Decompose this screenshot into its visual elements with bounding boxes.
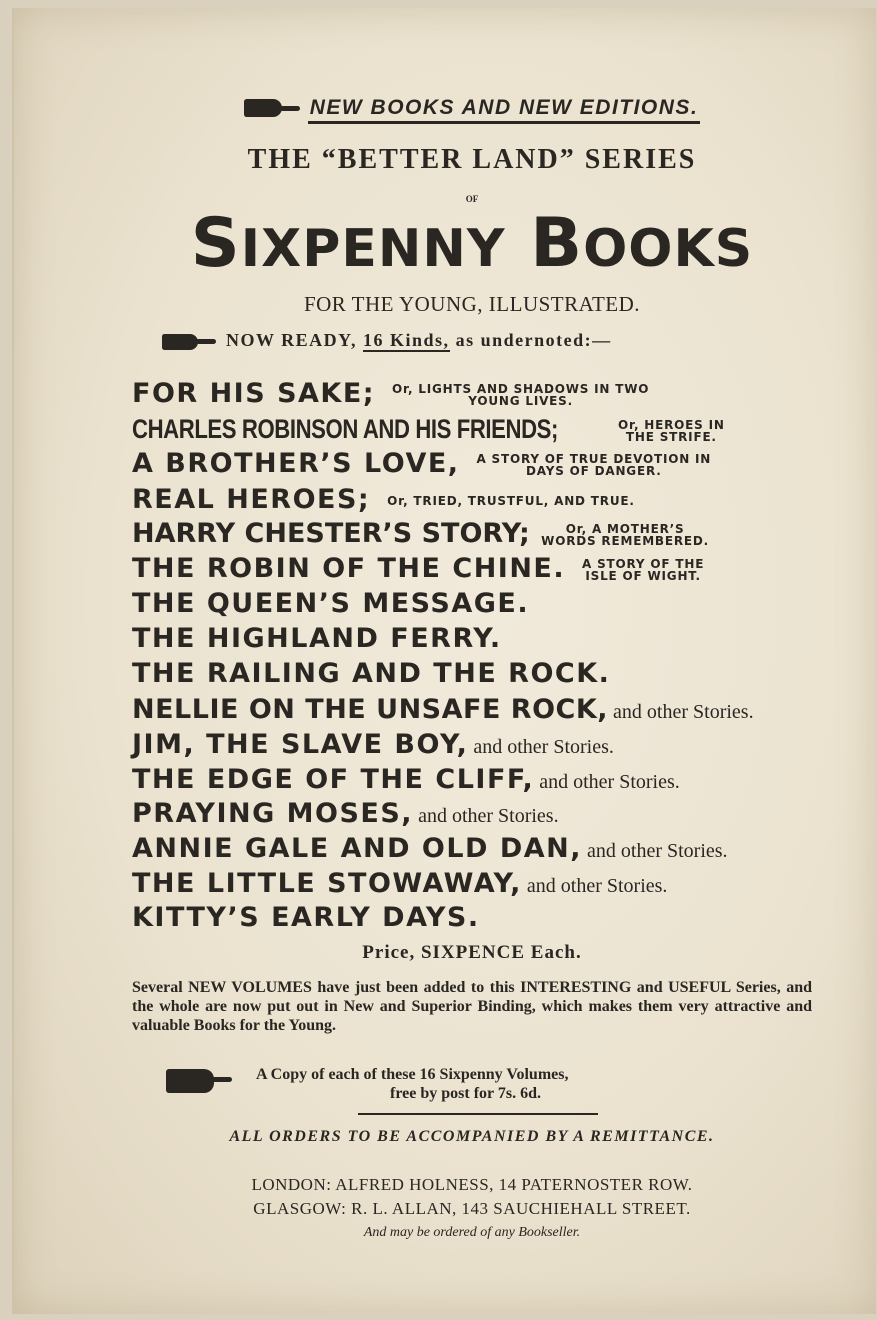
of-label: OF: [465, 194, 479, 204]
list-item: THE LITTLE STOWAWAY, and other Stories.: [132, 868, 668, 899]
list-item: THE QUEEN’S MESSAGE.: [132, 588, 530, 619]
now-ready-line: NOW READY, 16 Kinds, as undernoted:—: [162, 330, 842, 351]
list-item: FOR HIS SAKE; Or, LIGHTS AND SHADOWS IN TWO YOUNG LIVES.: [132, 378, 650, 409]
list-item: JIM, THE SLAVE BOY, and other Stories.: [132, 729, 614, 760]
list-item: PRAYING MOSES, and other Stories.: [132, 798, 559, 829]
list-item: THE HIGHLAND FERRY.: [132, 623, 502, 654]
book-page: NEW BOOKS AND NEW EDITIONS. THE “BETTER LAND” SERIES OF SIXPENNY BOOKS FOR THE YOUNG, ILLUSTRATED. NOW READY, 16 Kinds, as undernoted:— FOR HIS SAKE; Or, LIGHTS AND SHADOWS IN TWO YOUNG LIVES. CHARLES ROBINSON AND HIS FRIENDS; Or, HEROES IN THE STRIFE. A BROTHER’S LOVE, A STORY OF TRUE DEVOTION IN DAYS OF DANGER. REAL HEROES; Or, TRIED, TRUSTFUL, AND TRUE. HARRY CHESTER’S STORY; Or, A MOTHER’S WORDS REMEMBERED. THE ROBIN OF THE CHINE. A STORY OF THE ISLE OF WIGHT. THE QUEEN’S MESSAGE. THE HIGHLAND FERRY. THE RAILING AND THE ROCK. NELLIE ON THE UNSAFE ROCK, and other Stories. JIM, THE SLAVE BOY, and other Stories. THE EDGE OF THE CLIFF, and other Stories. PRAYING MOSES, and other Stories. ANNIE GALE AND OLD DAN, and other Stories. THE LITTLE STOWAWAY, and other Stories. KITTY’S EARLY DAYS. Price, SIXPENCE Each. Several NEW VOLUMES have just been added to this INTERESTING and USEFUL Series, and the whole are now put out in New and Superior Binding, which makes them very attractive and valuable Books for the Young. A Copy of each of these 16 Sixpenny Volumes, free by post for 7s. 6d. ALL ORDERS TO BE ACCOMPANIED BY A REMITTANCE. LONDON: ALFRED HOLNESS, 14 PATERNOSTER ROW. GLASGOW: R. L. ALLAN, 143 SAUCHIEHALL STREET. And may be ordered of any Bookseller.: [12, 8, 876, 1314]
list-item: NELLIE ON THE UNSAFE ROCK, and other Stories.: [132, 694, 754, 725]
orders-notice: ALL ORDERS TO BE ACCOMPANIED BY A REMITTANCE.: [229, 1128, 715, 1145]
list-item: CHARLES ROBINSON AND HIS FRIENDS; Or, HEROES IN THE STRIFE.: [132, 414, 725, 444]
list-item: THE EDGE OF THE CLIFF, and other Stories.: [132, 764, 680, 795]
price-line: Price, SIXPENCE Each.: [362, 942, 582, 963]
list-item: THE RAILING AND THE ROCK.: [132, 658, 611, 689]
list-item: THE ROBIN OF THE CHINE. A STORY OF THE ISLE OF WIGHT.: [132, 553, 705, 584]
list-item: HARRY CHESTER’S STORY; Or, A MOTHER’S WORDS REMEMBERED.: [132, 518, 710, 549]
divider: [358, 1113, 598, 1115]
bookseller-note: And may be ordered of any Bookseller.: [363, 1225, 581, 1240]
pointing-hand-icon: [166, 1069, 214, 1093]
glasgow-address: GLASGOW: R. L. ALLAN, 143 SAUCHIEHALL STREET.: [253, 1199, 691, 1218]
new-books-heading: NEW BOOKS AND NEW EDITIONS.: [132, 96, 812, 120]
pointing-hand-icon: [162, 334, 198, 350]
list-item: KITTY’S EARLY DAYS.: [132, 902, 480, 933]
london-address: LONDON: ALFRED HOLNESS, 14 PATERNOSTER ROW.: [251, 1175, 693, 1194]
pointing-hand-icon: [244, 99, 282, 117]
main-title: SIXPENNY BOOKS: [190, 204, 754, 283]
list-item: ANNIE GALE AND OLD DAN, and other Stories.: [132, 833, 728, 864]
description-paragraph: Several NEW VOLUMES have just been added to this INTERESTING and USEFUL Series, and the whole are now put out in New and Superior Binding, which makes them very attractive and valuable Books for the Young.: [132, 979, 812, 1034]
list-item: REAL HEROES; Or, TRIED, TRUSTFUL, AND TRUE.: [132, 484, 635, 515]
list-item: A BROTHER’S LOVE, A STORY OF TRUE DEVOTION IN DAYS OF DANGER.: [132, 448, 712, 479]
series-title: THE “BETTER LAND” SERIES: [247, 144, 697, 175]
subtitle: FOR THE YOUNG, ILLUSTRATED.: [303, 292, 641, 316]
